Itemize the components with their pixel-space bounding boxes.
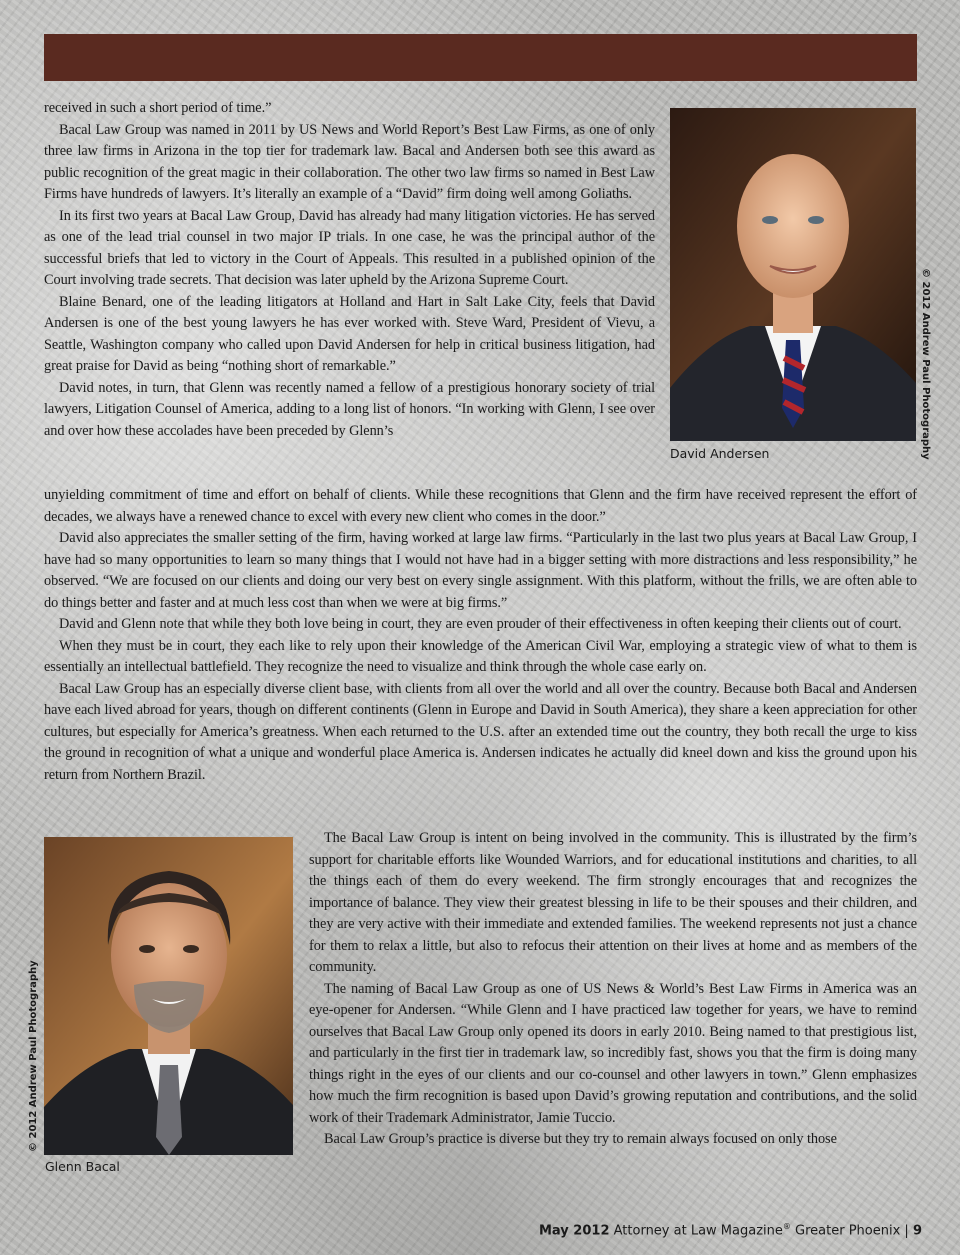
- page-footer: [539, 1222, 922, 1238]
- footer-separator: |: [904, 1223, 909, 1239]
- paragraph: David also appreciates the smaller setting of the firm, having worked at large law firms. “Particularly in the last two plus years at Bacal Law Group, I have had so many opportunities to learn so many things that I would not have had in a bigger setting with more distractions and less responsibility,” he observed. “We are focused on our clients and doing our very best on every single assignment. With this platform, without the frills, we are often able to do things better and faster and at much less cost than when we were at big firms.”: [44, 530, 917, 611]
- article-column-middle: [44, 485, 917, 786]
- photo-credit-david: © 2012 Andrew Paul Photography: [920, 268, 931, 460]
- paragraph: The naming of Bacal Law Group as one of US News & World’s Best Law Firms in America was an eye-opener for Andersen. “While Glenn and I have practiced law together for years, we have to remind ourselves that Bacal Law Group only opened its doors in early 2010. Being named to that prestigious list, and particularly in the first tier in trademark law, so incredibly fast, shows you that the firm is doing many things right in the eyes of our clients and our co-counsel and other lawyers in town.” Glenn emphasizes how much the firm recognition is based upon David’s growing reputation and contributions, and the solid work of their Trademark Administrator, Jamie Tuccio.: [309, 980, 917, 1126]
- paragraph: Bacal Law Group was named in 2011 by US News and World Report’s Best Law Firms, as one of only three law firms in Arizona in the top tier for trademark law. Bacal and Andersen both see this award as public recognition of the great magic in their collaboration. The other two law firms so named in Best Law Firms have hundreds of lawyers. It’s literally an example of a “David” firm doing well among Goliaths.: [44, 121, 655, 202]
- footer-date: May 2012: [539, 1223, 610, 1239]
- paragraph: unyielding commitment of time and effort on behalf of clients. While these recognitions that Glenn and the firm have received represent the effort of decades, we always have a renewed chance to excel with every new client who comes in the door.”: [44, 487, 917, 525]
- photo-caption-glenn: Glenn Bacal: [45, 1159, 120, 1174]
- article-column-top: [44, 98, 655, 442]
- paragraph: In its first two years at Bacal Law Group, David has already had many litigation victories. He has served as one of the lead trial counsel in two major IP trials. In one case, he was the principal author of the successful briefs that led to victory in the Court of Appeals. This resulted in a published opinion of the Court involving trade secrets. That decision was later upheld by the Arizona Supreme Court.: [44, 207, 655, 288]
- page-number: 9: [912, 1223, 922, 1239]
- paragraph: Bacal Law Group has an especially diverse client base, with clients from all over the world and all over the country. Because both Bacal and Andersen have each lived abroad for years, though on different continents (Glenn in Europe and David in South America), they share a keen appreciation for other cultures, but especially for America’s greatness. When each returned to the U.S. after an extended time out the country, they both recall the urge to kiss the ground in recognition of what a unique and wonderful place America is. Andersen indicates he actually did kneel down and kiss the ground upon his return from Northern Brazil.: [44, 680, 917, 783]
- david-andersen-photo: [670, 108, 916, 441]
- photo-caption-david: David Andersen: [670, 446, 770, 461]
- paragraph: received in such a short period of time.”: [44, 100, 272, 116]
- paragraph: When they must be in court, they each like to rely upon their knowledge of the American Civil War, employing a strategic view of what to them is essentially an intellectual battlefield. They recognize the need to visualize and think through the whole case early on.: [44, 637, 917, 675]
- paragraph: Bacal Law Group’s practice is diverse but they try to remain always focused on only those: [324, 1131, 837, 1147]
- footer-edition: Greater Phoenix: [795, 1223, 901, 1239]
- footer-magazine: Attorney at Law Magazine: [613, 1223, 783, 1239]
- paragraph: Blaine Benard, one of the leading litigators at Holland and Hart in Salt Lake City, feels that David Andersen is one of the best young lawyers he has ever worked with. Steve Ward, President of Vievu, a Seattle, Washington company who called upon David Andersen for help in critical business litigation, had great praise for David as being “nothing short of remarkable.”: [44, 293, 655, 374]
- paragraph: David and Glenn note that while they both love being in court, they are even prouder of their effectiveness in often keeping their clients out of court.: [59, 616, 902, 632]
- header-bar: [44, 34, 917, 81]
- glenn-bacal-photo: [44, 837, 293, 1155]
- trademark-symbol: ®: [782, 1222, 791, 1231]
- photo-credit-glenn: © 2012 Andrew Paul Photography: [28, 960, 39, 1152]
- paragraph: The Bacal Law Group is intent on being involved in the community. This is illustrated by the firm’s support for charitable efforts like Wounded Warriors, and for educational institutions and charities, to all the things each of them do every weekend. The firm strongly encourages that and recognizes the importance of balance. They view their greatest blessing in life to be their spouses and their children, and they are very active with their immediate and extended families. The weekend represents not just a chance for them to relax a little, but also to refocus their attention on their lives at home and as members of the community.: [309, 830, 917, 975]
- article-column-bottom: [309, 828, 917, 1151]
- paragraph: David notes, in turn, that Glenn was recently named a fellow of a prestigious honorary society of trial lawyers, Litigation Counsel of America, adding to a long list of honors. “In working with Glenn, I see over and over how these accolades have been preceded by Glenn’s: [44, 379, 655, 439]
